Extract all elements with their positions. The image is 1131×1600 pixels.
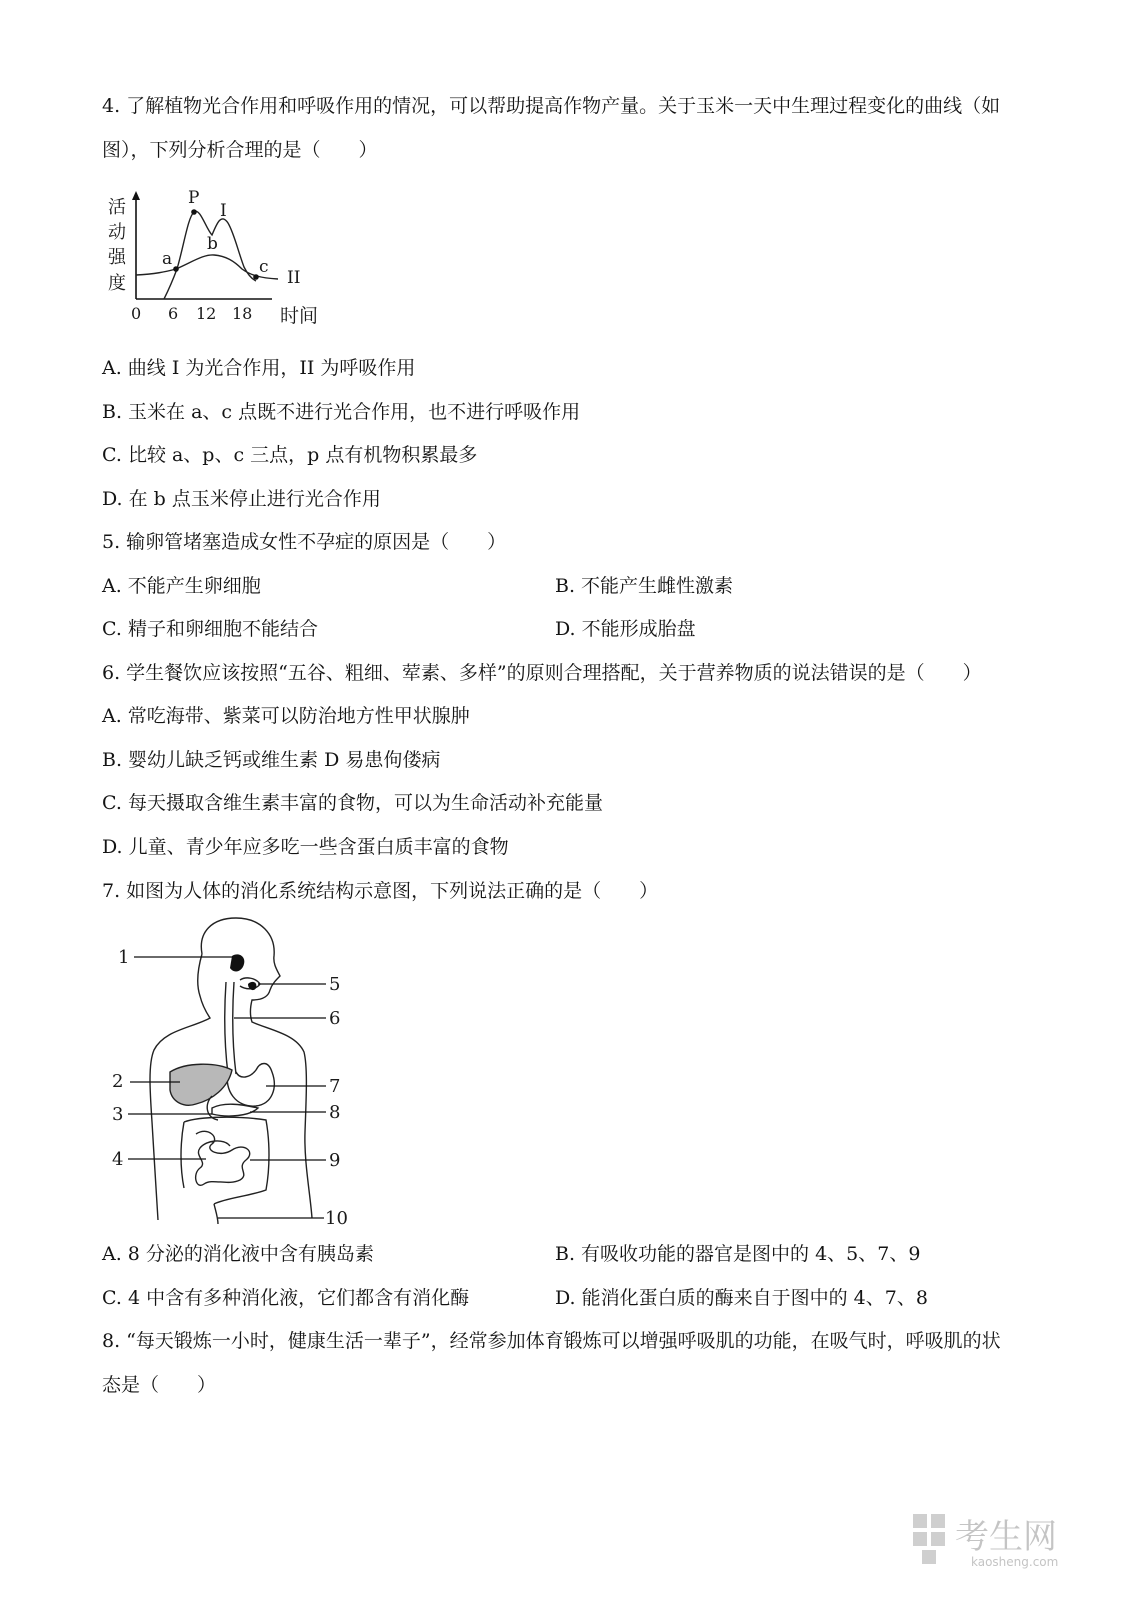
label-4: 4 — [112, 1149, 124, 1170]
y-axis-char: 活 — [108, 197, 126, 218]
q5-option-d: D. 不能形成胎盘 — [555, 618, 696, 640]
x-tick: 0 — [131, 304, 142, 323]
label-7: 7 — [329, 1076, 341, 1097]
q4-stem-line1: 4. 了解植物光合作用和呼吸作用的情况，可以帮助提高作物产量。关于玉米一天中生理过程变化的曲线（如 — [102, 95, 1001, 117]
curve-label-ii: II — [287, 268, 301, 288]
q5-option-a: A. 不能产生卵细胞 — [102, 575, 261, 597]
q6-option-d: D. 儿童、青少年应多吃一些含蛋白质丰富的食物 — [102, 836, 509, 858]
x-tick: 18 — [232, 304, 253, 323]
curve-label-i: I — [220, 201, 227, 221]
point-label-a: a — [162, 249, 173, 269]
label-8: 8 — [329, 1102, 341, 1123]
point-label-b: b — [207, 234, 218, 254]
point-label-p: P — [188, 188, 200, 208]
q5-option-b: B. 不能产生雌性激素 — [555, 575, 734, 597]
q5-stem: 5. 输卵管堵塞造成女性不孕症的原因是（ ） — [102, 531, 507, 553]
q5-option-c: C. 精子和卵细胞不能结合 — [102, 618, 318, 640]
q6-stem: 6. 学生餐饮应该按照“五谷、粗细、荤素、多样”的原则合理搭配，关于营养物质的说法错误的是（ ） — [102, 662, 982, 684]
q4-option-a: A. 曲线 I 为光合作用，II 为呼吸作用 — [102, 357, 416, 379]
label-10: 10 — [325, 1208, 348, 1229]
watermark-logo — [911, 1508, 1091, 1578]
q4-option-d: D. 在 b 点玉米停止进行光合作用 — [102, 488, 381, 510]
label-6: 6 — [329, 1008, 341, 1029]
q6-option-c: C. 每天摄取含维生素丰富的食物，可以为生命活动补充能量 — [102, 792, 603, 814]
point-p — [191, 209, 197, 215]
label-9: 9 — [329, 1150, 341, 1171]
q8-stem-line1: 8. “每天锻炼一小时，健康生活一辈子”，经常参加体育锻炼可以增强呼吸肌的功能，在吸气时，呼吸肌的状 — [102, 1330, 1001, 1352]
q7-option-a: A. 8 分泌的消化液中含有胰岛素 — [102, 1243, 374, 1265]
y-axis-arrow — [132, 191, 140, 200]
pancreas — [212, 1104, 258, 1116]
liver — [170, 1064, 232, 1105]
esophagus — [225, 982, 236, 1074]
watermark-icon — [913, 1514, 945, 1564]
q7-option-c: C. 4 中含有多种消化液，它们都含有消化酶 — [102, 1287, 470, 1309]
watermark-text: 考生网 — [955, 1517, 1057, 1557]
q7-digestive-system-figure — [100, 912, 360, 1232]
q4-stem-line2: 图），下列分析合理的是（ ） — [102, 139, 378, 161]
q7-stem: 7. 如图为人体的消化系统结构示意图，下列说法正确的是（ ） — [102, 880, 659, 902]
point-a — [173, 266, 179, 272]
x-tick: 6 — [168, 304, 179, 323]
y-axis-char: 动 — [108, 222, 126, 243]
label-1: 1 — [118, 947, 130, 968]
q7-option-d: D. 能消化蛋白质的酶来自于图中的 4、7、8 — [555, 1287, 928, 1309]
label-3: 3 — [112, 1104, 124, 1125]
q7-option-b: B. 有吸收功能的器官是图中的 4、5、7、9 — [555, 1243, 921, 1265]
point-c — [253, 274, 259, 280]
stomach — [227, 1064, 274, 1107]
q4-option-b: B. 玉米在 a、c 点既不进行光合作用，也不进行呼吸作用 — [102, 401, 581, 423]
point-label-c: c — [259, 257, 269, 277]
q6-option-b: B. 婴幼儿缺乏钙或维生素 D 易患佝偻病 — [102, 749, 441, 771]
x-axis-label: 时间 — [280, 305, 319, 327]
q8-stem-line2: 态是（ ） — [102, 1374, 217, 1396]
y-axis-char: 强 — [108, 247, 126, 268]
label-2: 2 — [112, 1071, 124, 1092]
small-intestine — [196, 1131, 250, 1185]
q6-option-a: A. 常吃海带、紫菜可以防治地方性甲状腺肿 — [102, 705, 470, 727]
label-5: 5 — [329, 974, 341, 995]
q4-option-c: C. 比较 a、p、c 三点，p 点有机物积累最多 — [102, 444, 478, 466]
y-axis-char: 度 — [108, 273, 126, 294]
watermark-subtext: kaosheng.com — [971, 1555, 1059, 1569]
rectum — [214, 1204, 218, 1224]
x-tick: 12 — [196, 304, 217, 323]
q4-activity-curve-figure — [100, 183, 340, 333]
